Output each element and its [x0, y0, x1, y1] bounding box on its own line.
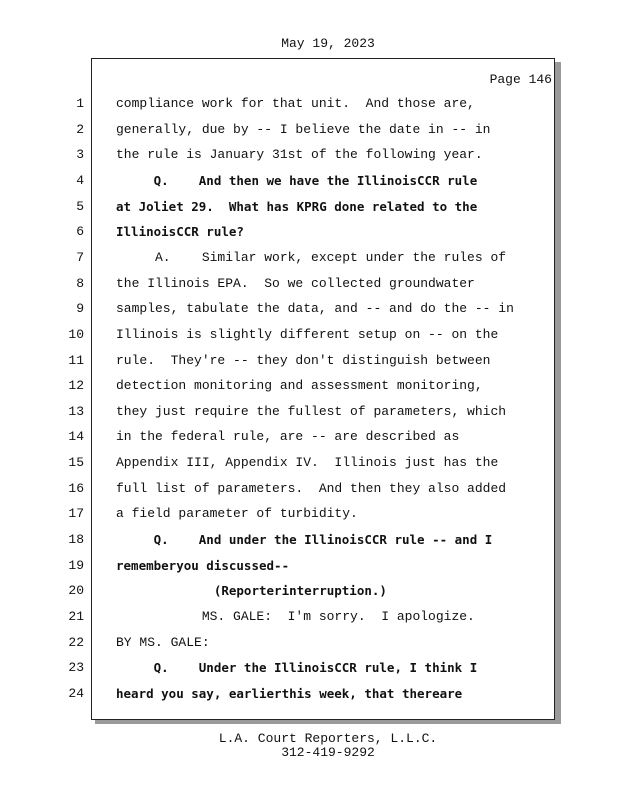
- transcript-line: (Reporterinterruption.): [116, 583, 387, 599]
- line-number: 17: [68, 506, 84, 522]
- line-number: 22: [68, 634, 84, 650]
- line-number: 6: [76, 224, 84, 240]
- line-number: 7: [76, 249, 84, 265]
- transcript-line: A. Similar work, except under the rules of: [116, 249, 507, 265]
- transcript-line: Appendix III, Appendix IV. Illinois just has the: [116, 455, 499, 471]
- line-number: 8: [76, 275, 84, 291]
- line-number: 15: [68, 455, 84, 471]
- transcript-line: full list of parameters. And then they also added: [116, 480, 507, 496]
- transcript-line: rule. They're -- they don't distinguish between: [116, 352, 491, 368]
- line-number: 18: [68, 532, 84, 548]
- line-number: 12: [68, 378, 84, 394]
- transcript-date: May 19, 2023: [281, 36, 375, 51]
- transcript-line: BY MS. GALE:: [116, 634, 210, 650]
- transcript-line: they just require the fullest of parameters, which: [116, 403, 507, 419]
- transcript-line: IllinoisCCR rule?: [116, 224, 244, 240]
- transcript-line: samples, tabulate the data, and -- and do the -- in: [116, 301, 514, 317]
- transcript-line: rememberyou discussed--: [116, 557, 290, 573]
- line-number: 21: [68, 609, 84, 624]
- line-number: 11: [68, 352, 84, 368]
- transcript-line: generally, due by -- I believe the date in -- in: [116, 121, 491, 137]
- line-number: 2: [76, 121, 84, 137]
- transcript-line: a field parameter of turbidity.: [116, 506, 358, 522]
- line-number: 4: [76, 172, 84, 188]
- transcript-line: detection monitoring and assessment monitoring,: [116, 378, 483, 394]
- line-number: 5: [76, 198, 84, 214]
- transcript-line: MS. GALE: I'm sorry. I apologize.: [116, 609, 475, 624]
- line-number: 14: [68, 429, 84, 445]
- line-number: 10: [68, 326, 84, 342]
- transcript-line: Q. Under the IllinoisCCR rule, I think I: [116, 660, 478, 676]
- transcript-line: the rule is January 31st of the following year.: [116, 147, 483, 163]
- transcript-line: the Illinois EPA. So we collected groundwater: [116, 275, 475, 291]
- line-number: 13: [68, 403, 84, 419]
- transcript-line: Q. And then we have the IllinoisCCR rule: [116, 172, 478, 188]
- transcript-line: Q. And under the IllinoisCCR rule -- and I: [116, 532, 493, 548]
- reporter-phone: 312-419-9292: [281, 745, 375, 760]
- transcript-line: heard you say, earlierthis week, that thereare: [116, 685, 463, 701]
- line-number: 23: [68, 660, 84, 676]
- page-number: Page 146: [489, 72, 552, 87]
- footer: [0, 732, 618, 760]
- transcript-line: in the federal rule, are -- are described as: [116, 429, 460, 445]
- line-number: 20: [68, 583, 84, 599]
- line-number: 16: [68, 480, 84, 496]
- line-number: 3: [76, 147, 84, 163]
- line-number: 1: [76, 96, 84, 111]
- line-number: 9: [76, 301, 84, 317]
- transcript-line: at Joliet 29. What has KPRG done related to the: [116, 198, 478, 214]
- transcript-line: Illinois is slightly different setup on -- on the: [116, 326, 499, 342]
- transcript-line: compliance work for that unit. And those are,: [116, 96, 475, 111]
- line-number: 24: [68, 685, 84, 701]
- line-number: 19: [68, 557, 84, 573]
- reporter-company: L.A. Court Reporters, L.L.C.: [218, 731, 438, 746]
